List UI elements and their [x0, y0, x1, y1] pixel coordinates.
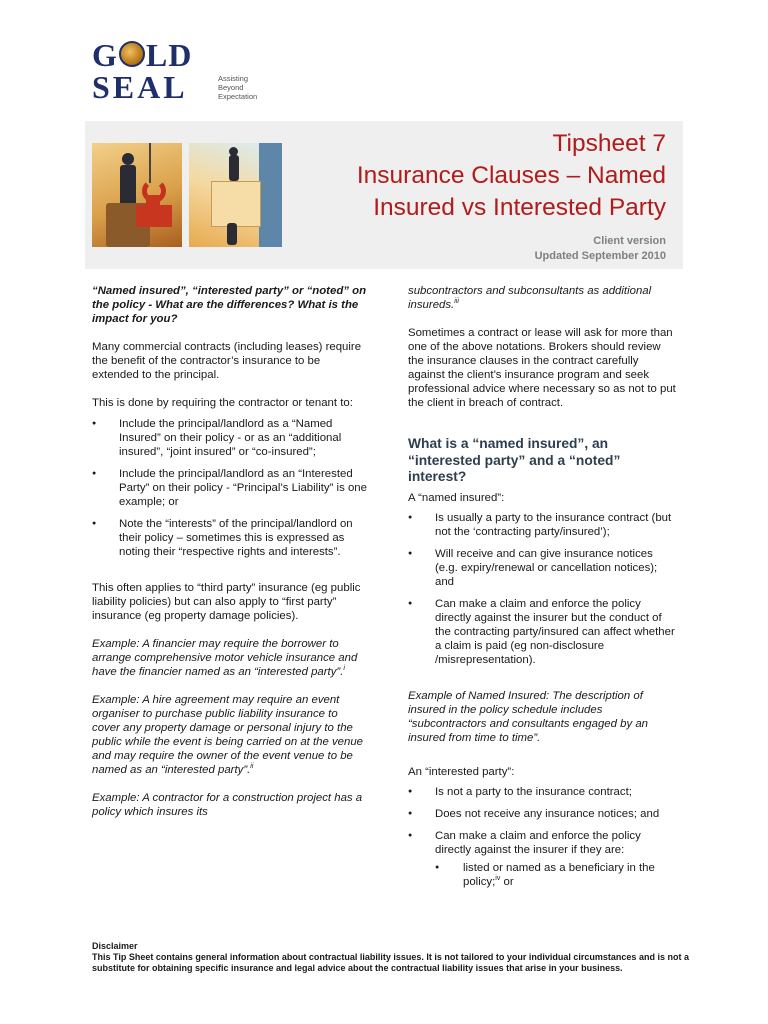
coin-icon: [119, 41, 145, 67]
intro-question: “Named insured”, “interested party” or “noted” on the policy - What are the differences? What is the impact for you?: [92, 285, 367, 325]
right-column: [408, 284, 676, 889]
paragraph: A “named insured”:: [408, 491, 505, 504]
endnote-ref[interactable]: iii: [454, 298, 459, 306]
bullet-list: [408, 785, 676, 857]
left-column: [92, 284, 368, 833]
example-paragraph: Example of Named Insured: The description of insured in the policy schedule includes “subcontractors and consultants engaged by an insured from time to time”.: [408, 689, 648, 744]
version-info: [535, 234, 666, 264]
example-paragraph: Example: A hire agreement may require an event organiser to purchase public liability insurance to cover any property damage or personal injury to the public while the event is being carried on at the venue and may require the owner of the event venue to be named as an “interested party”.$^{ii}$: [92, 694, 364, 776]
title-line: Insured vs Interested Party: [373, 194, 666, 221]
gold-seal-logo: [92, 38, 292, 108]
bullet-list: [408, 511, 676, 667]
list-item: ● Include the principal/landlord as a “Named Insured” on their policy - or as an “additional insured”, “joint insured” or “co-insured”;: [92, 417, 368, 459]
paragraph: This is done by requiring the contractor or tenant to:: [92, 397, 353, 409]
endnote-ref[interactable]: ii: [250, 763, 254, 771]
logo-gold-text: G LD: [92, 37, 193, 73]
bullet-list: [92, 417, 368, 559]
client-version: Client version: [593, 235, 666, 247]
section-heading: What is a “named insured”, an “interested party” and a “noted” interest?: [408, 436, 621, 484]
list-item: ● Can make a claim and enforce the policy directly against the insurer but the conduct of the contracting party/insured can affect whether a claim is paid (eg non-disclosure /misrepresentation).: [408, 597, 676, 667]
paragraph: Sometimes a contract or lease will ask for more than one of the above notations. Brokers should review the insurance clauses in the contract carefully against the client’s insurance program and seek professional advice where necessary so as not to put the client in breach of contract.: [408, 327, 676, 409]
logo-seal-text: SEAL: [92, 69, 188, 105]
list-item: ● Is not a party to the insurance contract;: [408, 785, 676, 799]
example-paragraph: Example: A contractor for a construction project has a policy which insures its: [92, 792, 363, 818]
continued-paragraph: subcontractors and subconsultants as additional insureds.$^{iii}$: [408, 285, 652, 311]
list-item: ● listed or named as a beneficiary in the policy;$^{iv}$ or: [408, 861, 676, 889]
sub-bullet-list: [408, 861, 676, 889]
disclaimer-heading: Disclaimer: [92, 941, 138, 951]
disclaimer: [92, 941, 692, 974]
example-paragraph: Example: A financier may require the borrower to arrange comprehensive motor vehicle insurance and have the financier named as an “interested party”.$^i$: [92, 638, 358, 678]
list-item: ● Can make a claim and enforce the policy directly against the insurer if they are:: [408, 829, 676, 857]
paragraph: An “interested party”:: [408, 765, 515, 778]
title-line: Insurance Clauses – Named: [356, 162, 666, 189]
logo-tagline: Assisting Beyond Expectation: [218, 74, 258, 101]
list-item: ● Will receive and can give insurance notices (e.g. expiry/renewal or cancellation notices); and: [408, 547, 676, 589]
page-title: [357, 128, 666, 224]
list-item: ● Is usually a party to the insurance contract (but not the ‘contracting party/insured’);: [408, 511, 676, 539]
updated-date: Updated September 2010: [534, 250, 666, 262]
list-item: ● Does not receive any insurance notices; and: [408, 807, 676, 821]
list-item: ● Note the “interests” of the principal/landlord on their policy – sometimes this is expressed as noting their “respective rights and interests”.: [92, 517, 368, 559]
disclaimer-text: This Tip Sheet contains general information about contractual liability issues. It is not tailored to your individual circumstances and is not a substitute for obtaining specific insurance and legal advice about the contractual liability issues that arise in your business.: [92, 952, 689, 973]
puzzle-figures-illustration: [189, 143, 282, 247]
list-item: ● Include the principal/landlord as an “Interested Party” on their policy - “Principal’s Liability” is one example; or: [92, 467, 368, 509]
crane-hook-illustration: [92, 143, 182, 247]
paragraph: This often applies to “third party” insurance (eg public liability policies) but can also apply to “first party” insurance (eg property damage policies).: [92, 582, 361, 622]
endnote-ref[interactable]: iv: [495, 874, 501, 882]
title-line: Tipsheet 7: [552, 130, 666, 157]
endnote-ref[interactable]: i: [343, 665, 345, 673]
paragraph: Many commercial contracts (including leases) require the benefit of the contractor’s insurance to be extended to the principal.: [92, 341, 362, 381]
